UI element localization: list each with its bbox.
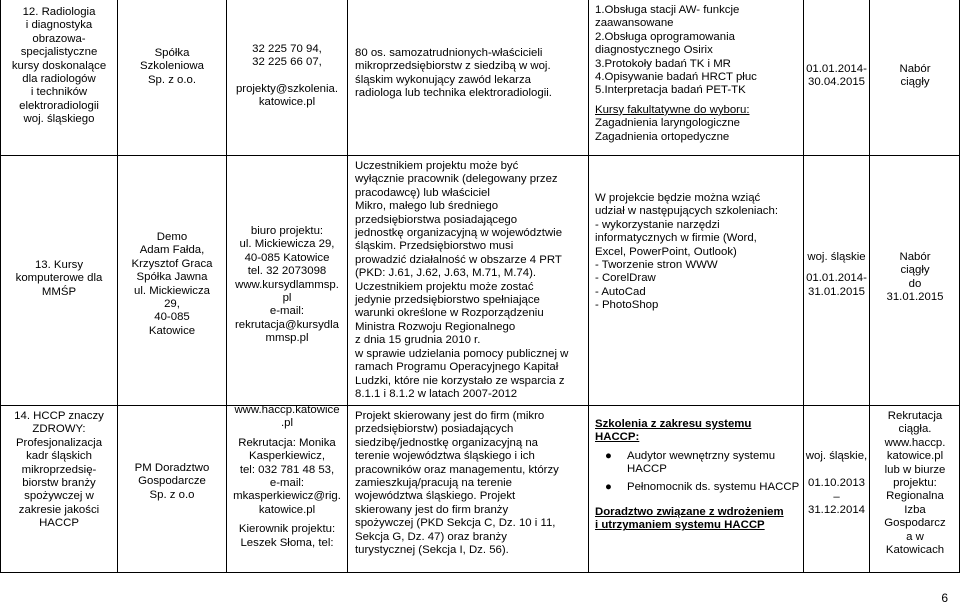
course-scope: 1.Obsługa stacji AW- funkcje zaawansowane 2.Obsługa oprogramowania diagnostycznego Osirix 3.Protokoły badań TK i MR 4.Opisywanie badań HRCT płuc 5.Interpretacja badań PET-TK Kursy fakultatywne do wyboru: Zagadnienia laryngologiczne Zagadnienia ortopedyczne (595, 4, 801, 144)
consulting-title: i utrzymaniem systemu HACCP (595, 519, 765, 532)
column-divider (347, 0, 348, 573)
column-divider (117, 0, 118, 573)
recruitment: Nabór ciągły (899, 63, 931, 89)
target-group: Projekt skierowany jest do firm (mikro przedsiębiorstw) posiadających siedzibę/jednostkę organizacyjną na terenie województwa śląskiego i ich pracowników oraz managementu, którzy zamieszkują/pracują na terenie województwa śląskiego. Projekt skierowany jest do firm branży spożywczej (PKD Sekcja C, Dz. 10 i 11, Sekcja G, Dz. 47) oraz branży turystycznej (Sekcja I, Dz. 56). (355, 410, 559, 557)
column-divider (869, 0, 870, 573)
consulting-title: Doradztwo związane z wdrożeniem (595, 506, 784, 519)
course-scope: W projekcie będzie można wziąć udział w następujących szkoleniach: - wykorzystanie narzędzi informatycznych w firmie (Word, Excel, PowerPoint, Outlook) - Tworzenie stron WWW - CorelDraw - AutoCad - PhotoShop (595, 192, 778, 312)
recruitment: Nabór ciągły do 31.01.2015 (886, 251, 944, 304)
list-item: ● Pełnomocnik ds. systemu HACCP (605, 480, 800, 493)
contact-info: 32 225 70 94, 32 225 66 07, projekty@szkolenia. katowice.pl (235, 43, 339, 109)
recruitment: Rekrutacja ciągła. www.haccp. katowice.pl lub w biurze projektu: Regionalna Izba Gospodarcz a w Katowicach (884, 410, 946, 557)
column-divider (803, 0, 804, 573)
haccp-trainings-title: Szkolenia z zakresu systemu HACCP: (595, 418, 752, 444)
contact-info: biuro projektu: ul. Mickiewicza 29, 40-085 Katowice tel. 32 2073098 www.kursydlammsp. pl e-mail: rekrutacja@kursydla mmsp.pl (235, 225, 339, 345)
course-name: 14. HCCP znaczy ZDROWY: Profesjonalizacja kadr śląskich mikroprzedsię- biorstw branży spożywczej w zakresie jakości HACCP (14, 410, 104, 530)
row-divider (0, 155, 960, 156)
contact-info: www.haccp.katowice .pl Rekrutacja: Monika Kasperkiewicz, tel: 032 781 48 53, e-mail: mkasperkiewicz@rig. katowice.pl Kierownik projektu: Leszek Słoma, tel: (233, 404, 341, 549)
project-dates: woj. śląskie 01.01.2014- 31.01.2015 (806, 251, 867, 298)
project-dates: woj. śląskie, 01.10.2013 – 31.12.2014 (805, 450, 868, 517)
column-divider (588, 0, 589, 573)
organizer: Demo Adam Fałda, Krzysztof Graca Spółka Jawna ul. Mickiewicza 29, 40-085 Katowice (131, 231, 213, 337)
target-group: Uczestnikiem projektu może być wyłącznie pracownik (delegowany przez pracodawcę) lub właściciel Mikro, małego lub średniego przedsiębiorstwa posiadającego jednostkę organizacyjną w województwie śląskim. Przedsiębiorstwo musi prowadzić działalność w obszarze 4 PRT (PKD: J.61, J.62, J.63, M.71, M.74). Uczestnikiem projektu może zostać jedynie przedsiębiorstwo spełniające warunki określone w Rozporządzeniu Ministra Rozwoju Regionalnego z dnia 15 grudnia 2010 r. w sprawie udzielania pomocy publicznej w ramach Programu Operacyjnego Kapitał Ludzki, które nie korzystało ze wsparcia z 8.1.1 i 8.1.2 w latach 2007-2012 (355, 160, 569, 400)
list-item: ● Audytor wewnętrzny systemu HACCP (605, 449, 776, 476)
project-dates: 01.01.2014- 30.04.2015 (806, 63, 867, 89)
table-bottom-border (0, 572, 960, 573)
organizer: PM Doradztwo Gospodarcze Sp. z o.o (134, 462, 210, 501)
course-name: 13. Kursy komputerowe dla MMŚP (15, 259, 103, 298)
organizer: Spółka Szkoleniowa Sp. z o.o. (140, 47, 204, 86)
row-divider (0, 405, 960, 406)
course-scope (595, 418, 801, 533)
target-group: 80 os. samozatrudnionych-właścicieli mikroprzedsiębiorstw z siedzibą w woj. śląskim wykonujący zawód lekarza radiologa lub technika elektroradiologii. (355, 47, 552, 100)
elective-courses-title: Kursy fakultatywne do wyboru: (595, 103, 750, 116)
table-border (0, 0, 1, 573)
bullet-icon: ● (605, 449, 612, 462)
course-name: 12. Radiologia i diagnostyka obrazowa- specjalistyczne kursy doskonalące dla radiologów i techników elektroradiologii woj. śląskiego (11, 6, 107, 126)
bullet-icon: ● (605, 480, 612, 493)
column-divider (226, 0, 227, 573)
page-number: 6 (941, 591, 948, 605)
